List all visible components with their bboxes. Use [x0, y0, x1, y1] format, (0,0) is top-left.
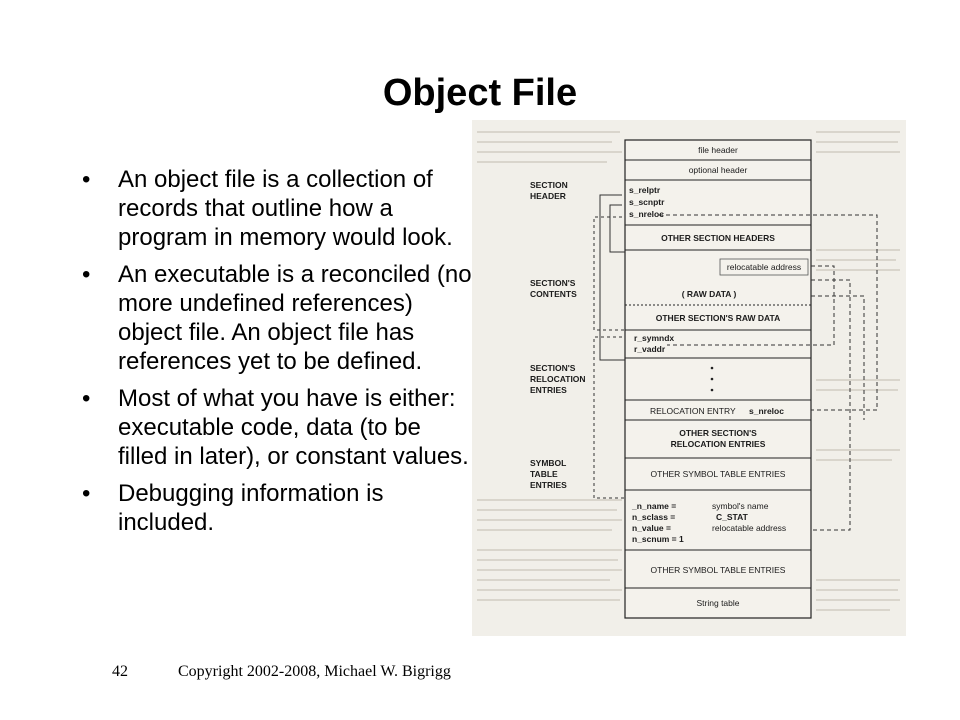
bullet-list [82, 165, 472, 545]
row-optional-header: optional header [688, 165, 748, 175]
bullet-marker: • [82, 261, 91, 288]
row-s-nreloc: s_nreloc [629, 209, 664, 219]
diagram-svg [472, 120, 906, 636]
row-r-vaddr: r_vaddr [634, 344, 666, 354]
bullet-item [82, 260, 472, 376]
left-pointer-lines [594, 195, 625, 498]
bullet-text: Most of what you have is either: executable code, data (to be filled in later), or constant values. [118, 385, 469, 470]
bullet-item [82, 479, 472, 537]
bullet-text: Debugging information is included. [118, 480, 384, 536]
label-section-header-2: HEADER [530, 191, 566, 201]
row-sym-reloc-addr: relocatable address [712, 523, 787, 533]
row-s-scnptr: s_scnptr [629, 197, 665, 207]
object-file-diagram [472, 120, 906, 636]
slide-title: Object File [382, 72, 578, 114]
row-n-sclass: n_sclass = [632, 512, 676, 522]
label-section-reloc-2: RELOCATION [530, 374, 586, 384]
row-relocation-entry: RELOCATION ENTRY [650, 406, 736, 416]
label-symbol-table-1: SYMBOL [530, 458, 567, 468]
label-section-reloc-3: ENTRIES [530, 385, 567, 395]
row-other-raw-data: OTHER SECTION'S RAW DATA [655, 313, 781, 323]
bullet-marker: • [82, 480, 91, 507]
row-other-symbols-1: OTHER SYMBOL TABLE ENTRIES [650, 469, 786, 479]
bullet-item [82, 165, 472, 252]
row-c-stat: C_STAT [716, 512, 748, 522]
bullet-text: An object file is a collection of records that outline how a program in memory would look. [118, 166, 453, 251]
label-section-contents-2: CONTENTS [530, 289, 577, 299]
label-symbol-table-3: ENTRIES [530, 480, 567, 490]
page-number: 42 [112, 663, 128, 680]
row-file-header: file header [698, 145, 738, 155]
row-n-scnum: n_scnum = 1 [632, 534, 684, 544]
row-symbols-name: symbol's name [712, 501, 769, 511]
label-section-header-1: SECTION [530, 180, 568, 190]
bullet-item [82, 384, 472, 471]
label-section-reloc-1: SECTION'S [530, 363, 576, 373]
row-raw-data: ( RAW DATA ) [681, 289, 737, 299]
row-relocation-entry-field: s_nreloc [749, 406, 784, 416]
row-other-reloc-1: OTHER SECTION'S [679, 428, 757, 438]
bullet-marker: • [82, 385, 91, 412]
label-section-contents-1: SECTION'S [530, 278, 576, 288]
label-symbol-table-2: TABLE [530, 469, 558, 479]
bullet-marker: • [82, 166, 91, 193]
row-n-value: n_value = [632, 523, 671, 533]
row-relocatable-address: relocatable address [726, 262, 802, 272]
row-r-symndx: r_symndx [634, 333, 675, 343]
row-string-table: String table [696, 598, 740, 608]
row-other-section-headers: OTHER SECTION HEADERS [661, 233, 775, 243]
bullet-text: An executable is a reconciled (no more undefined references) object file. An object file has references yet to be defined. [118, 261, 472, 375]
row-other-reloc-2: RELOCATION ENTRIES [670, 439, 766, 449]
copyright: Copyright 2002-2008, Michael W. Bigrigg [178, 663, 451, 680]
row-other-symbols-2: OTHER SYMBOL TABLE ENTRIES [650, 565, 786, 575]
row-s-relptr: s_relptr [629, 185, 661, 195]
row-n-name: _n_name = [632, 501, 677, 511]
